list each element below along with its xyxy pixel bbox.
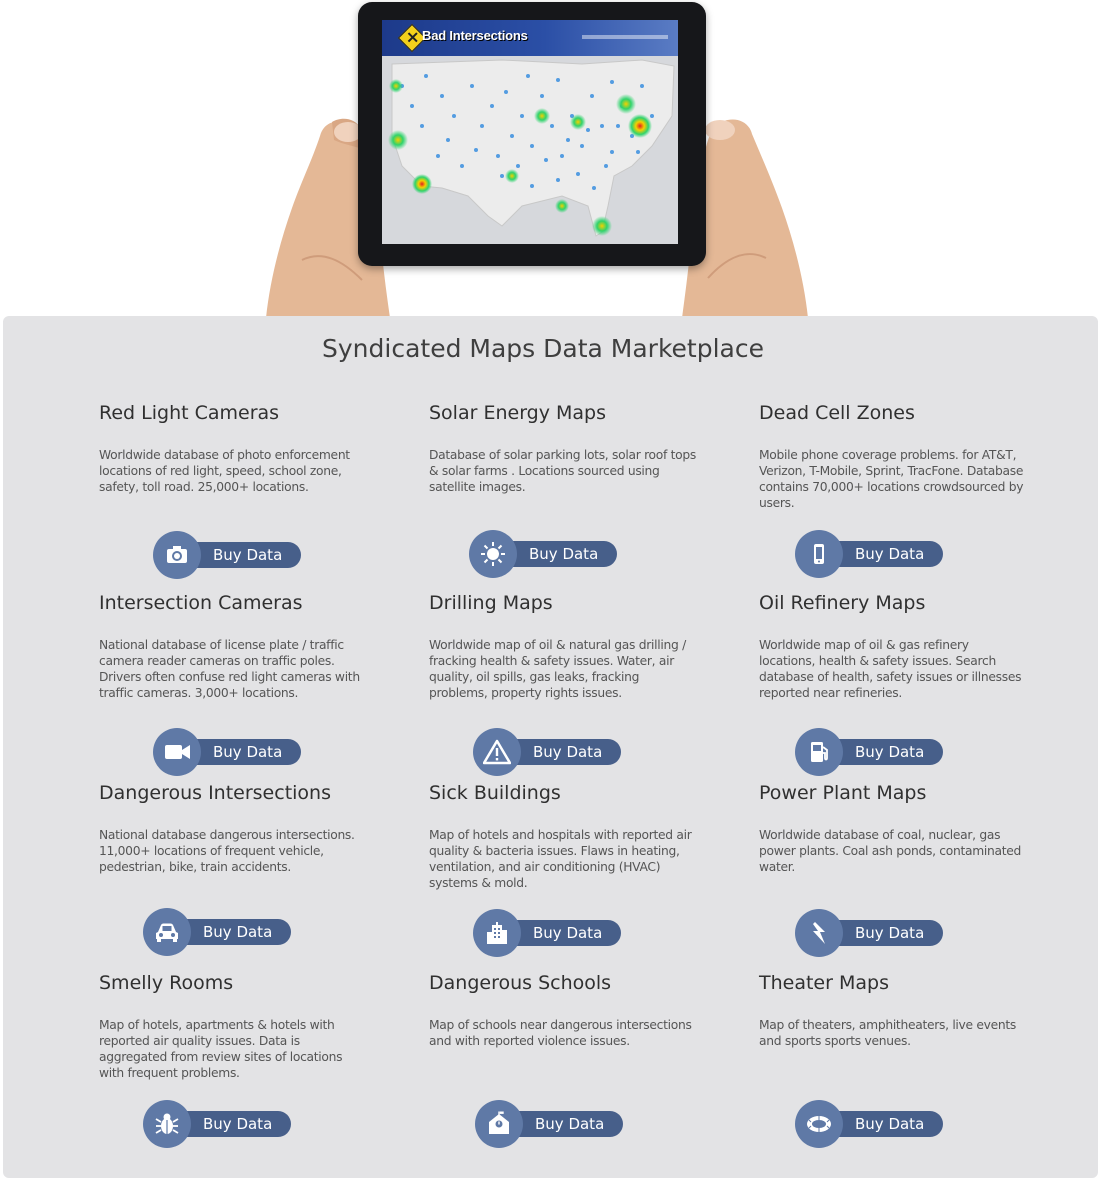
buy-data-button[interactable] (477, 541, 617, 567)
building-icon (473, 909, 521, 957)
product-card-intersection-cameras (99, 592, 379, 772)
buy-data-label: Buy Data (535, 1115, 605, 1133)
warning-icon (473, 728, 521, 776)
car-icon (143, 908, 191, 956)
buy-data-label: Buy Data (529, 545, 599, 563)
buy-data-label: Buy Data (213, 743, 283, 761)
product-description: Database of solar parking lots, solar roof tops & solar farms . Locations sourced using satellite images. (429, 448, 696, 494)
app-header (382, 20, 678, 56)
product-title: Dead Cell Zones (759, 402, 915, 424)
bug-icon (143, 1100, 191, 1148)
product-card-oil-refinery-maps (759, 592, 1039, 772)
product-description: Map of hotels and hospitals with reported air quality & bacteria issues. Flaws in heating, ventilation, and air conditioning (HVAC) systems & mold. (429, 828, 692, 890)
product-title: Dangerous Schools (429, 972, 612, 994)
product-title: Red Light Cameras (99, 402, 280, 424)
product-description: Worldwide database of photo enforcement locations of red light, speed, school zone, safety, toll road. 25,000+ locations. (99, 448, 350, 494)
buy-data-label: Buy Data (213, 546, 283, 564)
marketplace-title: Syndicated Maps Data Marketplace (322, 334, 764, 363)
product-card-power-plant-maps (759, 782, 1039, 962)
fuel-pump-icon (795, 728, 843, 776)
product-description: Map of theaters, amphitheaters, live events and sports sports venues. (759, 1018, 1017, 1048)
buy-data-button[interactable] (803, 739, 943, 765)
product-card-theater-maps (759, 972, 1039, 1152)
buy-data-button[interactable] (151, 1111, 291, 1137)
buy-data-button[interactable] (483, 1111, 623, 1137)
header-tagline-blur (582, 35, 668, 39)
product-description: National database of license plate / traffic camera reader cameras on traffic poles. Drivers often confuse red light cameras with traffic cameras. 3,000+ locations. (99, 638, 360, 700)
product-card-smelly-rooms (99, 972, 379, 1152)
product-title: Dangerous Intersections (99, 782, 331, 804)
buy-data-button[interactable] (803, 541, 943, 567)
buy-data-button[interactable] (151, 919, 291, 945)
buy-data-button[interactable] (161, 739, 301, 765)
buy-data-label: Buy Data (855, 743, 925, 761)
product-card-dead-cell-zones (759, 402, 1039, 582)
buy-data-label: Buy Data (855, 924, 925, 942)
school-icon (475, 1100, 523, 1148)
buy-data-button[interactable] (161, 542, 301, 568)
buy-data-label: Buy Data (855, 545, 925, 563)
buy-data-label: Buy Data (855, 1115, 925, 1133)
buy-data-button[interactable] (803, 920, 943, 946)
product-description: Map of schools near dangerous intersections and with reported violence issues. (429, 1018, 692, 1048)
product-title: Smelly Rooms (99, 972, 234, 994)
product-card-red-light-cameras (99, 402, 379, 582)
product-description: Map of hotels, apartments & hotels with reported air quality issues. Data is aggregated from review sites of locations with frequent problems. (99, 1018, 343, 1080)
product-title: Power Plant Maps (759, 782, 927, 804)
product-card-dangerous-intersections (99, 782, 379, 962)
tablet-screen (382, 20, 678, 244)
buy-data-label: Buy Data (533, 743, 603, 761)
sun-icon (469, 530, 517, 578)
product-card-solar-energy-maps (429, 402, 709, 582)
data-marketplace-panel (3, 316, 1098, 1178)
buy-data-button[interactable] (481, 739, 621, 765)
mobile-phone-icon (795, 530, 843, 578)
product-card-sick-buildings (429, 782, 709, 962)
product-description: National database dangerous intersections. 11,000+ locations of frequent vehicle, pedestrian, bike, train accidents. (99, 828, 355, 874)
video-camera-icon (153, 728, 201, 776)
product-description: Worldwide database of coal, nuclear, gas power plants. Coal ash ponds, contaminated water. (759, 828, 1022, 874)
product-title: Intersection Cameras (99, 592, 303, 614)
hero-banner (0, 0, 1102, 318)
product-title: Oil Refinery Maps (759, 592, 926, 614)
product-title: Sick Buildings (429, 782, 561, 804)
product-description: Worldwide map of oil & natural gas drilling / fracking health & safety issues. Water, air quality, oil spills, gas leaks, fracking problems, property rights issues. (429, 638, 686, 700)
buy-data-label: Buy Data (533, 924, 603, 942)
product-title: Solar Energy Maps (429, 402, 607, 424)
product-title: Theater Maps (759, 972, 889, 994)
buy-data-label: Buy Data (203, 1115, 273, 1133)
product-description: Worldwide map of oil & gas refinery locations, health & safety issues. Search database of health, safety issues or illnesses reported near refineries. (759, 638, 1022, 700)
product-card-drilling-maps (429, 592, 709, 772)
product-title: Drilling Maps (429, 592, 553, 614)
camera-icon (153, 531, 201, 579)
usa-heatmap[interactable] (382, 56, 678, 244)
product-card-dangerous-schools (429, 972, 709, 1152)
buy-data-button[interactable] (803, 1111, 943, 1137)
product-description: Mobile phone coverage problems. for AT&T, Verizon, T-Mobile, Sprint, TracFone. Database contains 70,000+ locations crowdsourced by users. (759, 448, 1024, 510)
buy-data-label: Buy Data (203, 923, 273, 941)
buy-data-button[interactable] (481, 920, 621, 946)
lightning-icon (795, 909, 843, 957)
stadium-icon (795, 1100, 843, 1148)
brand-name: Bad Intersections (422, 28, 528, 43)
